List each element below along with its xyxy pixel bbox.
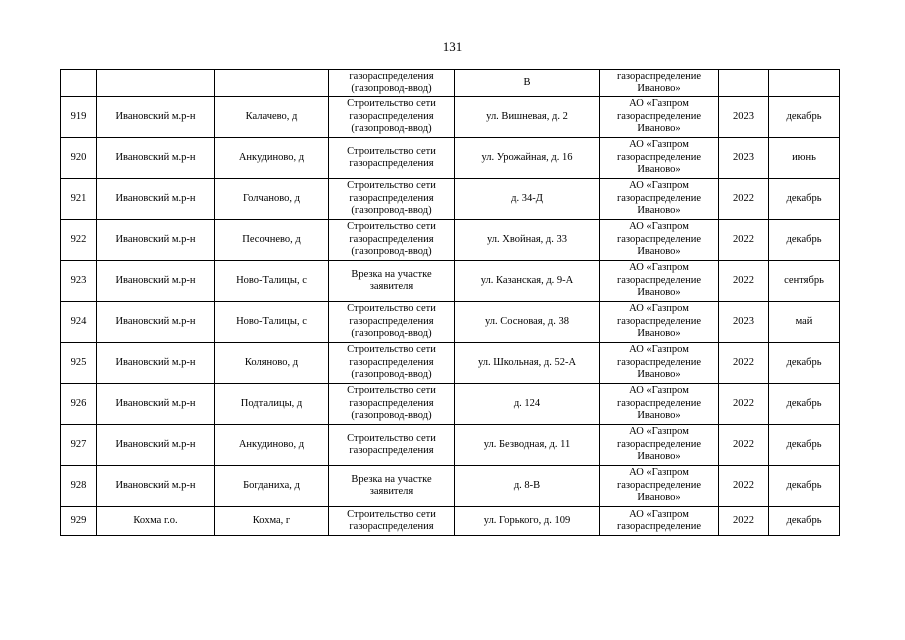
table-row bbox=[61, 302, 840, 343]
cell-settlement: Голчаново, д bbox=[215, 179, 329, 220]
cell-address: д. 34-Д bbox=[455, 179, 600, 220]
table-row-continued bbox=[61, 70, 840, 97]
cell-address: ул. Горького, д. 109 bbox=[455, 507, 600, 536]
cell-organization: АО «Газпром газораспределение Иваново» bbox=[600, 179, 719, 220]
cell-number: 919 bbox=[61, 97, 97, 138]
cell-address: ул. Школьная, д. 52-А bbox=[455, 343, 600, 384]
cell-settlement: Песочнево, д bbox=[215, 220, 329, 261]
cell-work-type: газораспределения (газопровод-ввод) bbox=[329, 70, 455, 97]
cell-district: Ивановский м.р-н bbox=[97, 466, 215, 507]
cell-organization: газораспределение Иваново» bbox=[600, 70, 719, 97]
cell-month: декабрь bbox=[769, 220, 840, 261]
cell-organization: АО «Газпром газораспределение Иваново» bbox=[600, 220, 719, 261]
cell-district: Ивановский м.р-н bbox=[97, 220, 215, 261]
cell-year: 2022 bbox=[719, 425, 769, 466]
cell-number: 920 bbox=[61, 138, 97, 179]
cell-organization: АО «Газпром газораспределение Иваново» bbox=[600, 138, 719, 179]
cell-address: ул. Казанская, д. 9-А bbox=[455, 261, 600, 302]
cell-settlement: Подталицы, д bbox=[215, 384, 329, 425]
cell-settlement: Калачево, д bbox=[215, 97, 329, 138]
cell-year: 2023 bbox=[719, 302, 769, 343]
cell-number bbox=[61, 70, 97, 97]
cell-settlement: Ново-Талицы, с bbox=[215, 261, 329, 302]
cell-number: 928 bbox=[61, 466, 97, 507]
cell-address: ул. Сосновая, д. 38 bbox=[455, 302, 600, 343]
cell-settlement: Анкудиново, д bbox=[215, 425, 329, 466]
cell-year: 2023 bbox=[719, 97, 769, 138]
cell-settlement: Колянoво, д bbox=[215, 343, 329, 384]
cell-organization: АО «Газпром газораспределение Иваново» bbox=[600, 466, 719, 507]
cell-organization: АО «Газпром газораспределение Иваново» bbox=[600, 261, 719, 302]
table-row bbox=[61, 179, 840, 220]
cell-address: ул. Безводная, д. 11 bbox=[455, 425, 600, 466]
table-row bbox=[61, 384, 840, 425]
cell-year: 2022 bbox=[719, 507, 769, 536]
cell-year: 2022 bbox=[719, 466, 769, 507]
cell-year: 2022 bbox=[719, 343, 769, 384]
cell-settlement: Анкудиново, д bbox=[215, 138, 329, 179]
cell-work-type: Строительство сети газораспределения bbox=[329, 138, 455, 179]
cell-number: 926 bbox=[61, 384, 97, 425]
cell-month: декабрь bbox=[769, 466, 840, 507]
cell-work-type: Строительство сети газораспределения (газопровод-ввод) bbox=[329, 302, 455, 343]
cell-number: 922 bbox=[61, 220, 97, 261]
cell-month: декабрь bbox=[769, 425, 840, 466]
cell-number: 929 bbox=[61, 507, 97, 536]
cell-organization: АО «Газпром газораспределение Иваново» bbox=[600, 343, 719, 384]
cell-district: Ивановский м.р-н bbox=[97, 425, 215, 466]
cell-address: ул. Урожайная, д. 16 bbox=[455, 138, 600, 179]
cell-month: сентябрь bbox=[769, 261, 840, 302]
cell-organization: АО «Газпром газораспределение Иваново» bbox=[600, 425, 719, 466]
cell-month: декабрь bbox=[769, 343, 840, 384]
cell-district: Ивановский м.р-н bbox=[97, 97, 215, 138]
cell-district: Кохма г.о. bbox=[97, 507, 215, 536]
cell-organization: АО «Газпром газораспределение bbox=[600, 507, 719, 536]
cell-district: Ивановский м.р-н bbox=[97, 343, 215, 384]
cell-number: 924 bbox=[61, 302, 97, 343]
cell-month: декабрь bbox=[769, 507, 840, 536]
cell-district: Ивановский м.р-н bbox=[97, 302, 215, 343]
cell-district: Ивановский м.р-н bbox=[97, 138, 215, 179]
gasification-table bbox=[60, 69, 840, 536]
cell-organization: АО «Газпром газораспределение Иваново» bbox=[600, 302, 719, 343]
cell-work-type: Строительство сети газораспределения (газопровод-ввод) bbox=[329, 220, 455, 261]
table-row bbox=[61, 507, 840, 536]
cell-work-type: Строительство сети газораспределения bbox=[329, 507, 455, 536]
table-row bbox=[61, 138, 840, 179]
cell-settlement: Ново-Талицы, с bbox=[215, 302, 329, 343]
cell-number: 923 bbox=[61, 261, 97, 302]
cell-district: Ивановский м.р-н bbox=[97, 179, 215, 220]
cell-year bbox=[719, 70, 769, 97]
cell-year: 2022 bbox=[719, 261, 769, 302]
cell-month: декабрь bbox=[769, 384, 840, 425]
cell-address: д. 8-В bbox=[455, 466, 600, 507]
cell-number: 921 bbox=[61, 179, 97, 220]
cell-district: Ивановский м.р-н bbox=[97, 384, 215, 425]
cell-district: Ивановский м.р-н bbox=[97, 261, 215, 302]
table-row bbox=[61, 343, 840, 384]
cell-work-type: Строительство сети газораспределения bbox=[329, 425, 455, 466]
cell-work-type: Врезка на участке заявителя bbox=[329, 261, 455, 302]
cell-settlement bbox=[215, 70, 329, 97]
cell-settlement: Кохма, г bbox=[215, 507, 329, 536]
cell-year: 2022 bbox=[719, 220, 769, 261]
cell-work-type: Строительство сети газораспределения (газопровод-ввод) bbox=[329, 384, 455, 425]
cell-year: 2022 bbox=[719, 179, 769, 220]
cell-work-type: Строительство сети газораспределения (газопровод-ввод) bbox=[329, 343, 455, 384]
cell-organization: АО «Газпром газораспределение Иваново» bbox=[600, 384, 719, 425]
cell-organization: АО «Газпром газораспределение Иваново» bbox=[600, 97, 719, 138]
cell-address: ул. Хвойная, д. 33 bbox=[455, 220, 600, 261]
cell-settlement: Богданиха, д bbox=[215, 466, 329, 507]
cell-month: декабрь bbox=[769, 179, 840, 220]
table-row bbox=[61, 466, 840, 507]
cell-address: В bbox=[455, 70, 600, 97]
cell-number: 927 bbox=[61, 425, 97, 466]
cell-work-type: Строительство сети газораспределения (газопровод-ввод) bbox=[329, 97, 455, 138]
cell-work-type: Врезка на участке заявителя bbox=[329, 466, 455, 507]
page-number: 131 bbox=[442, 39, 463, 54]
cell-month bbox=[769, 70, 840, 97]
cell-number: 925 bbox=[61, 343, 97, 384]
cell-district bbox=[97, 70, 215, 97]
cell-month: декабрь bbox=[769, 97, 840, 138]
cell-year: 2022 bbox=[719, 384, 769, 425]
cell-month: июнь bbox=[769, 138, 840, 179]
table-row bbox=[61, 425, 840, 466]
table-row bbox=[61, 220, 840, 261]
cell-address: ул. Вишневая, д. 2 bbox=[455, 97, 600, 138]
cell-year: 2023 bbox=[719, 138, 769, 179]
cell-address: д. 124 bbox=[455, 384, 600, 425]
cell-work-type: Строительство сети газораспределения (газопровод-ввод) bbox=[329, 179, 455, 220]
table-row bbox=[61, 261, 840, 302]
cell-month: май bbox=[769, 302, 840, 343]
table-row bbox=[61, 97, 840, 138]
